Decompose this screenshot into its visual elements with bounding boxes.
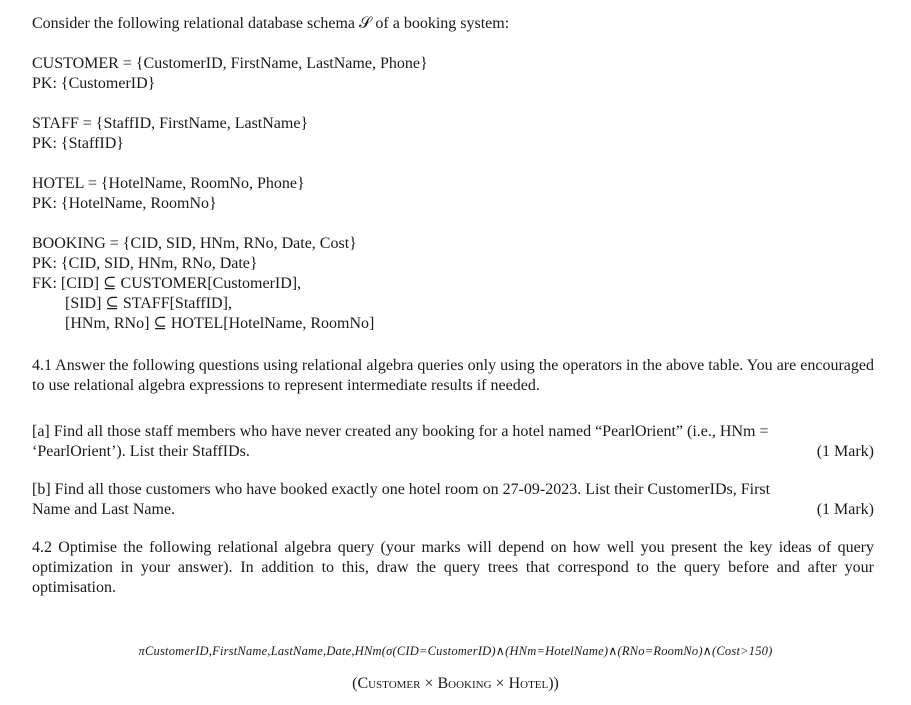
customer-primary-key: PK: {CustomerID} bbox=[32, 75, 156, 92]
question-b-line-2-row bbox=[32, 500, 874, 520]
question-b-line-2: Name and Last Name. bbox=[32, 501, 176, 518]
customer-schema bbox=[32, 54, 874, 94]
question-b-line-1: [b] Find all those customers who have booked exactly one hotel room on 27-09-2023. List their CustomerIDs, First bbox=[32, 481, 771, 498]
question-a-line-2: ‘PearlOrient’). List their StaffIDs. bbox=[32, 443, 250, 460]
question-document bbox=[32, 14, 874, 598]
intro-text: Consider the following relational database schema 𝒮 of a booking system: bbox=[32, 15, 510, 32]
question-4-2: 4.2 Optimise the following relational algebra query (your marks will depend on how well you present the key ideas of query optimization in your answer). In addition to this, draw the query trees that correspond to the query before and after your optimisation. bbox=[32, 539, 874, 596]
booking-foreign-key-hotel: [HNm, RNo] ⊆ HOTEL[HotelName, RoomNo] bbox=[65, 315, 375, 332]
question-a-line-2-row bbox=[32, 442, 874, 462]
booking-foreign-key-customer: FK: [CID] ⊆ CUSTOMER[CustomerID], bbox=[32, 275, 302, 292]
staff-primary-key: PK: {StaffID} bbox=[32, 135, 124, 152]
staff-definition: STAFF = {StaffID, FirstName, LastName} bbox=[32, 115, 309, 132]
question-a bbox=[32, 422, 874, 462]
question-a-marks: (1 Mark) bbox=[816, 443, 874, 460]
hotel-primary-key: PK: {HotelName, RoomNo} bbox=[32, 195, 217, 212]
relational-algebra-projection: πCustomerID,FirstName,LastName,Date,HNm(σ(CID=CustomerID)∧(HNm=HotelName)∧(RNo=RoomNo)∧(Cost>150) bbox=[138, 644, 773, 658]
question-b-marks: (1 Mark) bbox=[816, 501, 874, 518]
booking-definition: BOOKING = {CID, SID, HNm, RNo, Date, Cost} bbox=[32, 235, 357, 252]
staff-schema bbox=[32, 114, 874, 154]
relational-algebra-relations: (Customer × Booking × Hotel)) bbox=[352, 675, 559, 692]
question-b bbox=[32, 480, 874, 520]
hotel-schema bbox=[32, 174, 874, 214]
hotel-definition: HOTEL = {HotelName, RoomNo, Phone} bbox=[32, 175, 305, 192]
booking-foreign-key-staff: [SID] ⊆ STAFF[StaffID], bbox=[65, 295, 232, 312]
booking-schema bbox=[32, 234, 874, 334]
question-4-1: 4.1 Answer the following questions using relational algebra queries only using the operators in the above table. You are encouraged to use relational algebra expressions to represent intermediate results if needed. bbox=[32, 357, 874, 394]
question-a-line-1: [a] Find all those staff members who have never created any booking for a hotel named “PearlOrient” (i.e., HNm = bbox=[32, 423, 769, 440]
booking-primary-key: PK: {CID, SID, HNm, RNo, Date} bbox=[32, 255, 258, 272]
customer-definition: CUSTOMER = {CustomerID, FirstName, LastName, Phone} bbox=[32, 55, 428, 72]
